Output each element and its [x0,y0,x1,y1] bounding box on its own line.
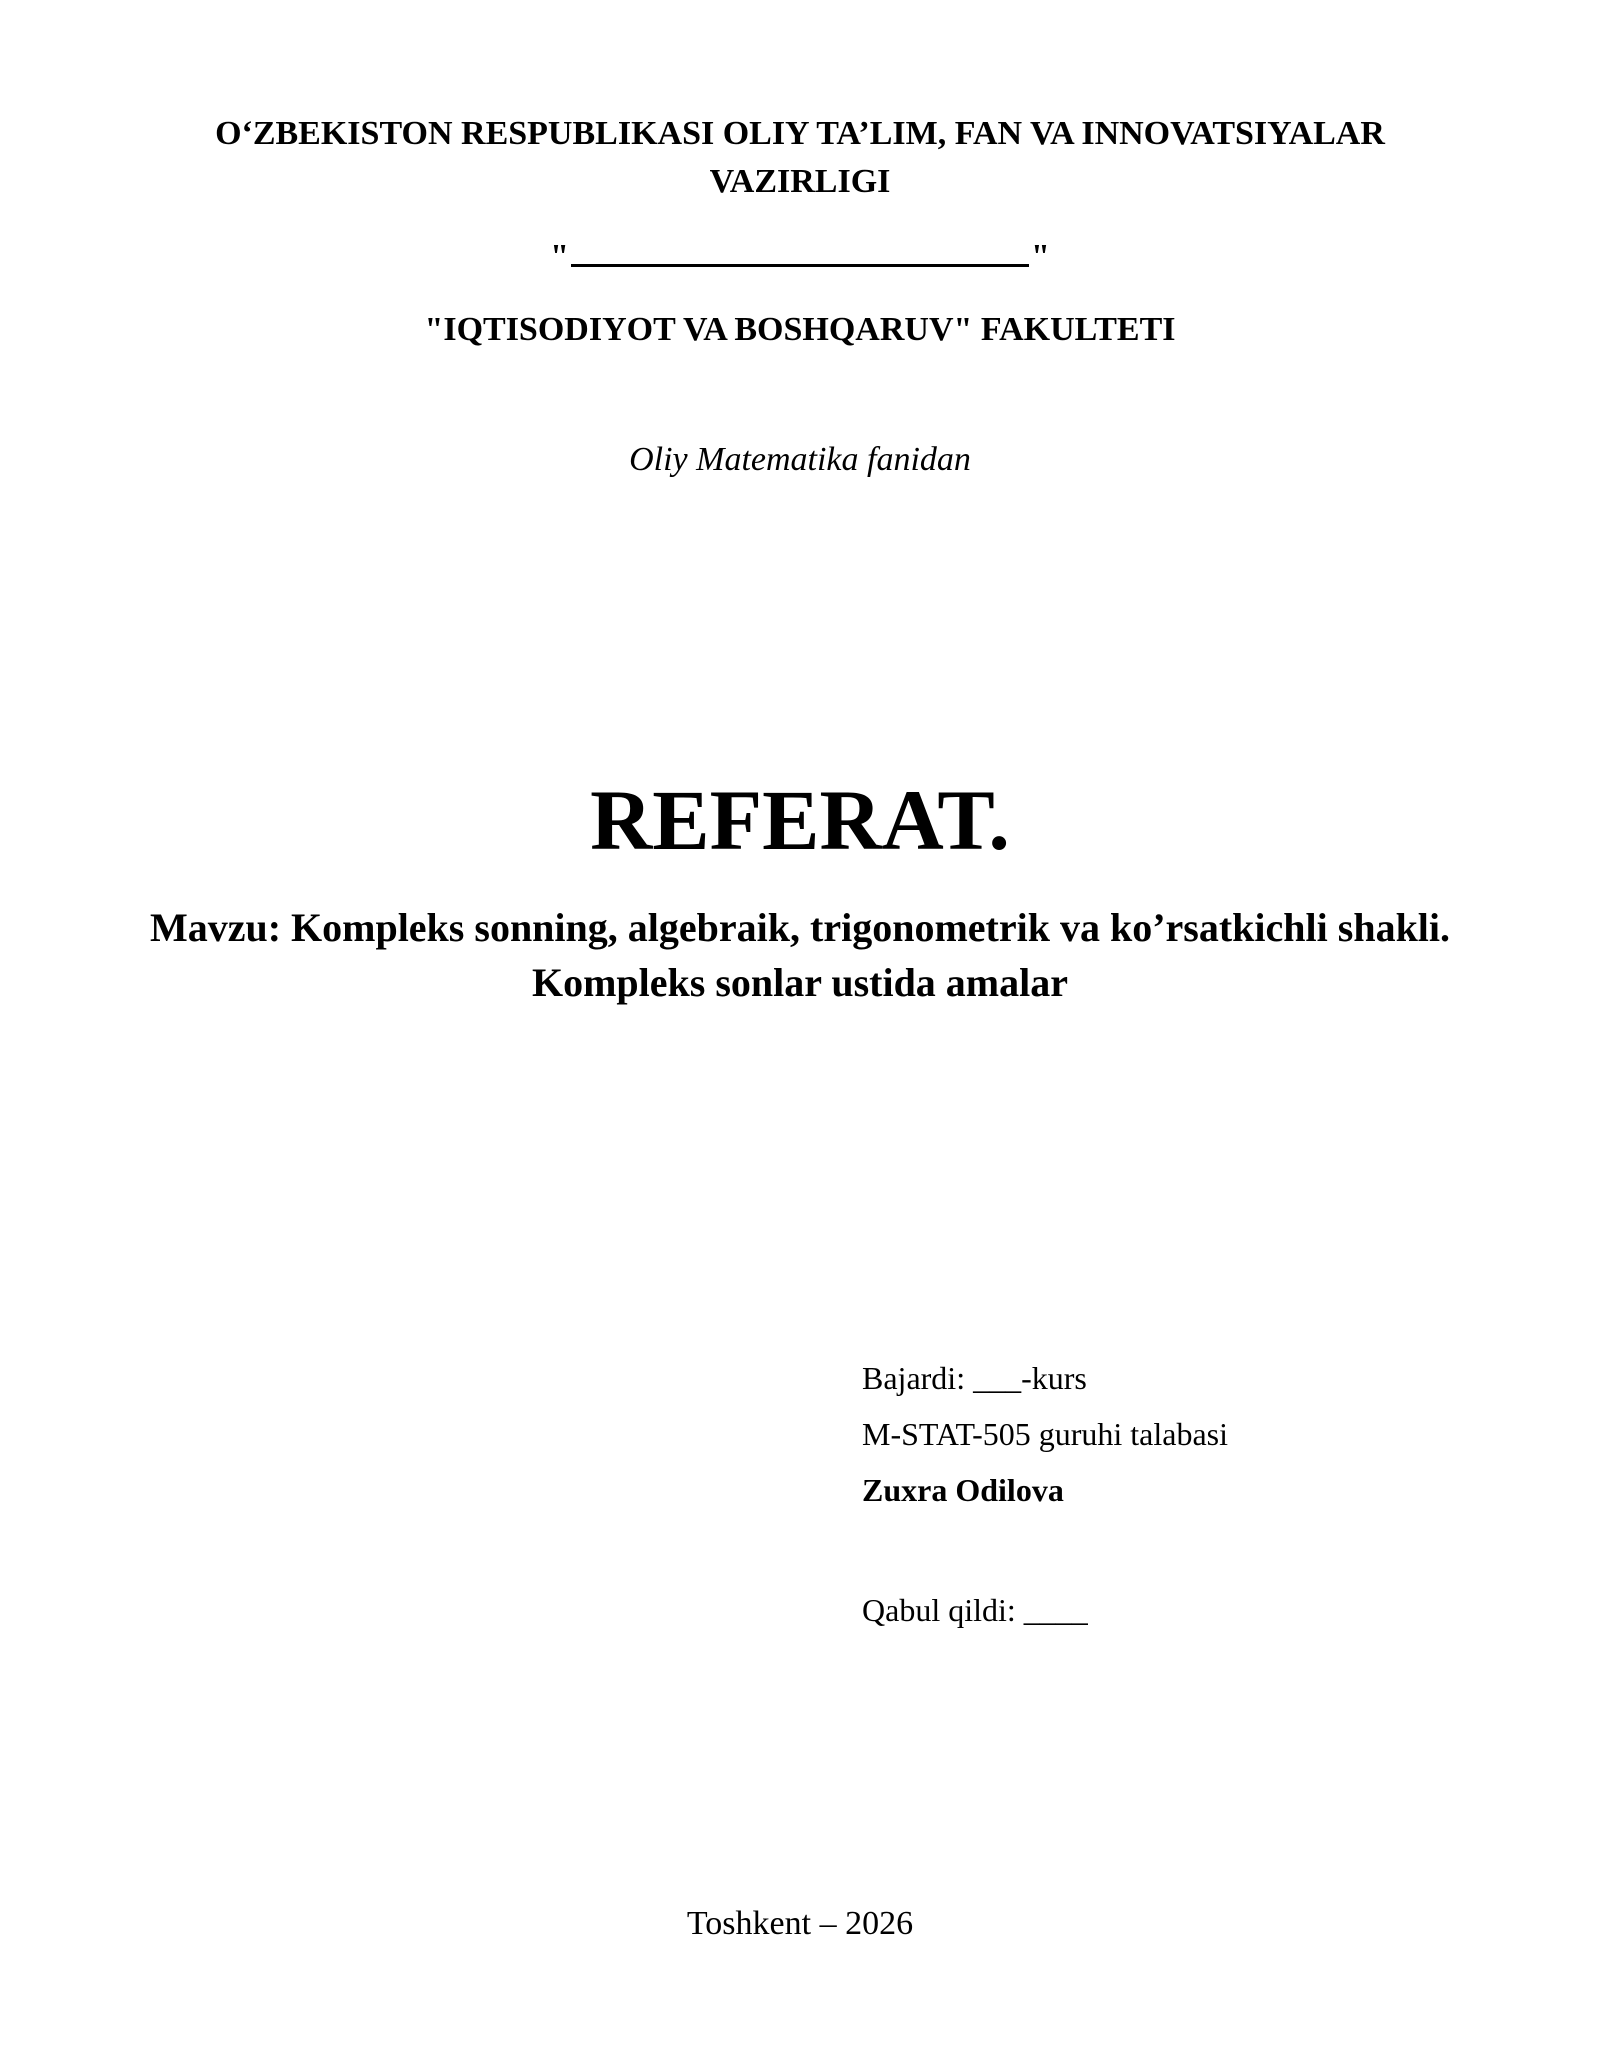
city-year: Toshkent – 2026 [686,1905,914,1942]
group-line: M-STAT-505 guruhi talabasi [862,1416,1228,1452]
topic-line-1: Mavzu: Kompleks sonning, algebraik, trigonometrik va ko’rsatkichli shakli. [149,905,1451,950]
document-type-title: REFERAT. [590,772,1010,868]
ministry-heading [0,110,1600,206]
institution-name-blank [0,228,1600,281]
close-quote: " [1031,238,1050,275]
ministry-heading-line-2: VAZIRLIGI [709,163,891,200]
open-quote: " [550,238,569,275]
institution-name-underline [571,228,1029,267]
student-name: Zuxra Odilova [862,1472,1064,1508]
topic-line-2: Kompleks sonlar ustida amalar [532,960,1068,1005]
subject-line: Oliy Matematika fanidan [629,441,971,478]
qabul-qildi-line: Qabul qildi: ____ [862,1592,1088,1628]
ministry-heading-line-1: O‘ZBEKISTON RESPUBLIKASI OLIY TA’LIM, FAN VA INNOVATSIYALAR [215,115,1385,152]
bajardi-line: Bajardi: ___-kurs [862,1360,1087,1396]
faculty-heading: "IQTISODIYOT VA BOSHQARUV" FAKULTETI [424,311,1176,348]
topic-heading [0,900,1600,1010]
